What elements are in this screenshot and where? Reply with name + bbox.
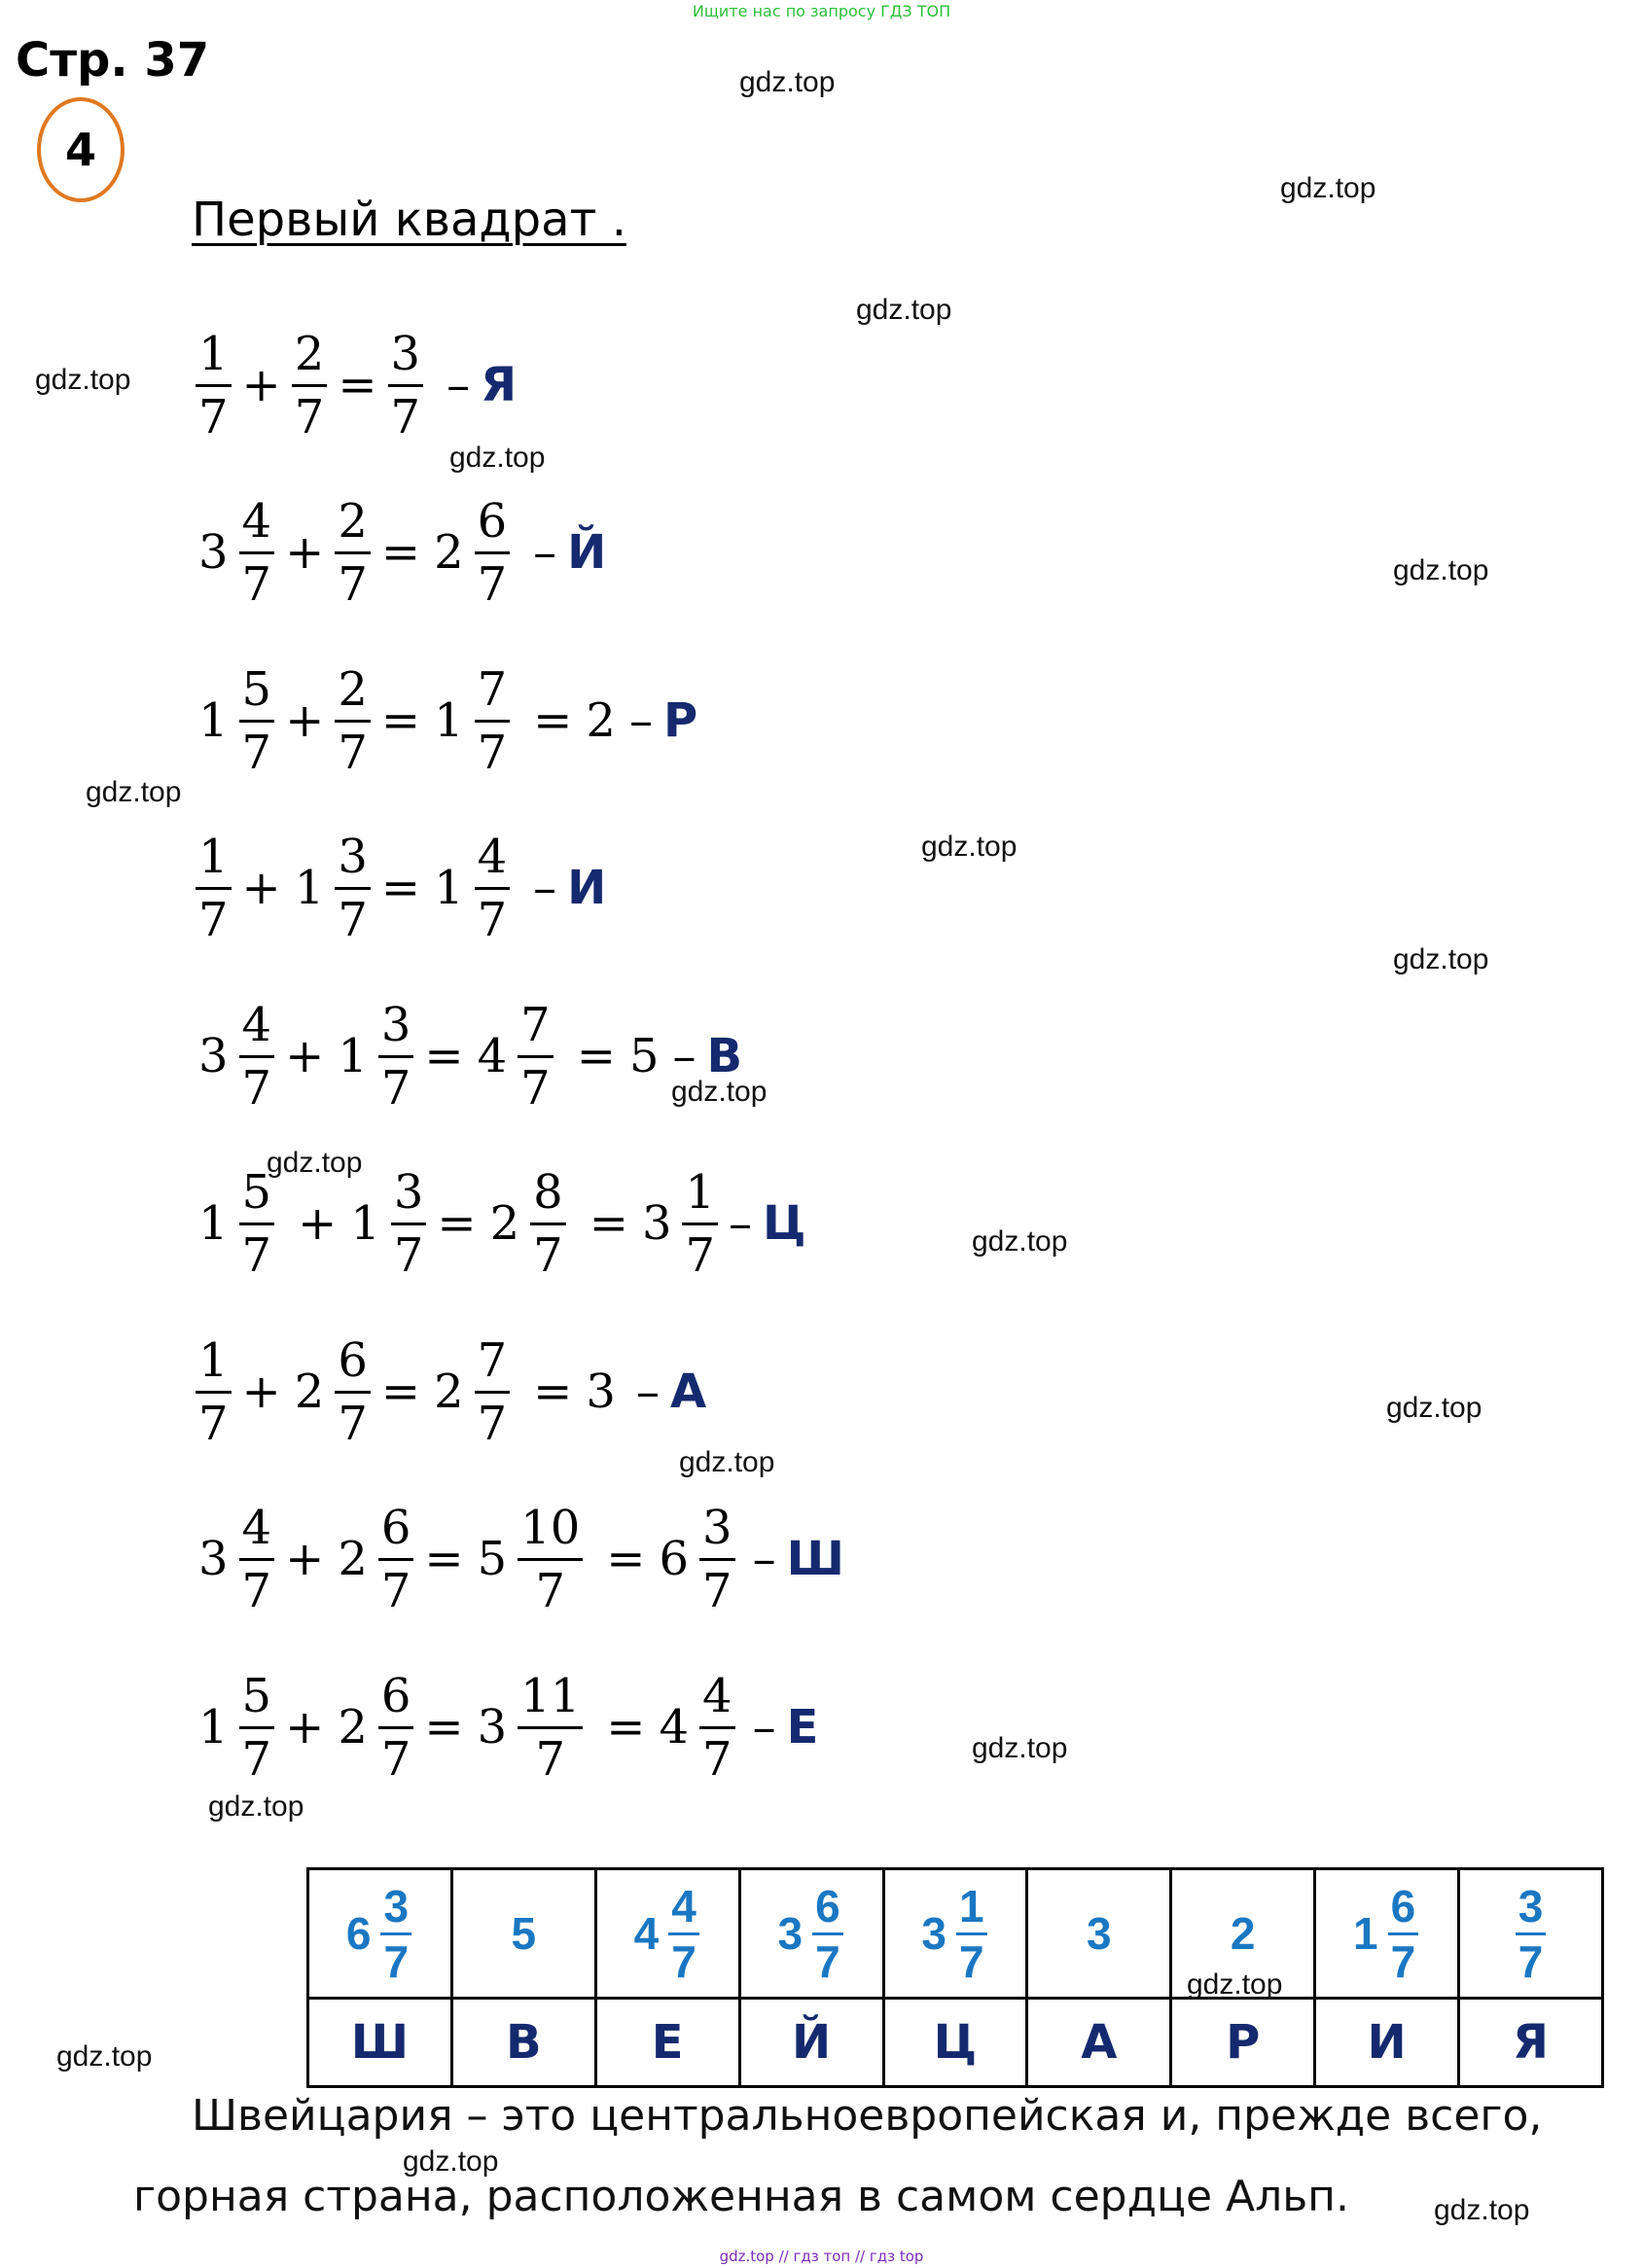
watermark: gdz.top	[972, 1225, 1068, 1258]
value-cell: 4 $\frac{4}{7}$	[595, 1869, 739, 1999]
top-banner: Ищите нас по запросу ГДЗ ТОП	[692, 2, 951, 20]
watermark: gdz.top	[86, 776, 182, 808]
equation-8	[192, 1500, 844, 1618]
watermark: gdz.top	[739, 66, 836, 98]
equation-4	[192, 829, 607, 947]
equals-sign: =	[606, 1532, 646, 1586]
fraction: $\frac{3}{7}$	[331, 833, 375, 943]
fraction: $\frac{11}{7}$	[514, 1673, 587, 1783]
section-heading: Первый квадрат .	[192, 193, 626, 247]
plus-sign: +	[285, 1029, 325, 1083]
plus-sign: +	[241, 358, 281, 412]
equals-sign: =	[606, 1700, 646, 1754]
watermark: gdz.top	[449, 442, 546, 474]
answer-letter: Ц	[763, 1196, 806, 1251]
result-number: 5	[628, 1029, 660, 1083]
whole-number: 1	[198, 1700, 229, 1754]
letter-cell: Р	[1171, 1999, 1315, 2087]
equals-sign: =	[437, 1196, 477, 1251]
fraction: $\frac{8}{7}$	[526, 1169, 570, 1279]
whole-number: 1	[434, 861, 464, 915]
page-title: Стр. 37	[16, 33, 210, 88]
equals-sign: =	[380, 1364, 421, 1419]
whole-number: 2	[294, 1364, 325, 1419]
watermark: gdz.top	[972, 1732, 1068, 1764]
letter-cell: Ц	[883, 1999, 1027, 2087]
answer-letter: Й	[567, 525, 607, 580]
fraction: $\frac{6}{7}$	[375, 1505, 418, 1614]
equals-sign: =	[424, 1532, 464, 1586]
letter-cell: А	[1027, 1999, 1171, 2087]
equals-sign: =	[424, 1029, 464, 1083]
whole-number: 3	[198, 525, 229, 580]
watermark: gdz.top	[679, 1446, 775, 1478]
whole-number: 1	[294, 861, 325, 915]
letters-row	[308, 1999, 1603, 2087]
dash: –	[446, 358, 471, 412]
watermark: gdz.top	[1393, 554, 1489, 586]
plus-sign: +	[285, 693, 325, 748]
watermark: gdz.top	[267, 1147, 363, 1179]
paragraph-line-1: Швейцария – это центральноевропейская и, прежде всего,	[192, 2091, 1543, 2141]
letter-cell: И	[1315, 1999, 1459, 2087]
fraction: $\frac{5}{7}$	[235, 666, 279, 776]
fraction: $\frac{3}{7}$	[387, 1169, 431, 1279]
whole-number: 2	[338, 1532, 368, 1586]
plus-sign: +	[285, 1532, 325, 1586]
watermark: gdz.top	[1393, 943, 1489, 975]
watermark: gdz.top	[208, 1790, 304, 1823]
fraction: $\frac{6}{7}$	[375, 1673, 418, 1783]
answer-letter: Я	[481, 358, 518, 412]
watermark: gdz.top	[35, 364, 131, 396]
answer-letter: Ш	[786, 1532, 844, 1586]
plus-sign: +	[285, 1700, 325, 1754]
watermark: gdz.top	[856, 294, 952, 326]
fraction: $\frac{1}{7}$	[192, 331, 235, 441]
fraction: $\frac{4}{7}$	[235, 1002, 279, 1112]
whole-number: 2	[434, 1364, 464, 1419]
equation-9	[192, 1668, 819, 1787]
fraction: $\frac{4}{7}$	[235, 498, 279, 608]
answer-letter: А	[669, 1364, 707, 1419]
letter-cell: Ш	[308, 1999, 452, 2087]
value-cell: 1 $\frac{6}{7}$	[1315, 1869, 1459, 1999]
dash: –	[533, 525, 557, 580]
letter-cell: Е	[595, 1999, 739, 2087]
equation-5	[192, 997, 743, 1116]
whole-number: 3	[198, 1029, 229, 1083]
plus-sign: +	[285, 525, 325, 580]
fraction: $\frac{3}{7}$	[696, 1505, 739, 1614]
plus-sign: +	[241, 861, 281, 915]
whole-number: 5	[477, 1532, 508, 1586]
fraction: $\frac{5}{7}$	[235, 1673, 279, 1783]
watermark: gdz.top	[56, 2040, 153, 2073]
equation-6	[192, 1164, 806, 1283]
equals-sign: =	[380, 861, 421, 915]
value-cell: 6 $\frac{3}{7}$	[308, 1869, 452, 1999]
fraction: $\frac{2}{7}$	[331, 498, 375, 608]
dash: –	[533, 861, 557, 915]
equals-sign: =	[576, 1029, 616, 1083]
watermark: gdz.top	[1434, 2194, 1530, 2226]
equals-sign: =	[380, 693, 421, 748]
equation-2	[192, 493, 607, 612]
whole-number: 3	[198, 1532, 229, 1586]
whole-number: 2	[489, 1196, 520, 1251]
fraction: $\frac{6}{7}$	[331, 1337, 375, 1447]
fraction: $\frac{3}{7}$	[375, 1002, 418, 1112]
value-cell: 3 $\frac{6}{7}$	[739, 1869, 883, 1999]
watermark: gdz.top	[403, 2145, 499, 2178]
whole-number: 6	[659, 1532, 690, 1586]
fraction: $\frac{7}{7}$	[514, 1002, 557, 1112]
whole-number: 1	[434, 693, 464, 748]
fraction: $\frac{4}{7}$	[696, 1673, 739, 1783]
whole-number: 1	[338, 1029, 368, 1083]
plus-sign: +	[298, 1196, 338, 1251]
fraction: $\frac{4}{7}$	[235, 1505, 279, 1614]
value-cell: 5	[451, 1869, 595, 1999]
answer-letter: Е	[786, 1700, 819, 1754]
exercise-number-text: 4	[64, 124, 96, 176]
whole-number: 1	[198, 693, 229, 748]
plus-sign: +	[241, 1364, 281, 1419]
equation-1	[192, 326, 518, 444]
fraction: $\frac{4}{7}$	[471, 833, 515, 943]
watermark: gdz.top	[1187, 1968, 1283, 2001]
whole-number: 3	[641, 1196, 672, 1251]
whole-number: 2	[338, 1700, 368, 1754]
answer-letter: В	[706, 1029, 743, 1083]
whole-number: 1	[198, 1196, 229, 1251]
exercise-number	[37, 97, 125, 202]
footer-links: gdz.top // гдз топ // гдз top	[719, 2248, 924, 2265]
fraction: $\frac{5}{7}$	[235, 1169, 279, 1279]
fraction: $\frac{7}{7}$	[471, 1337, 515, 1447]
value-cell: 2	[1171, 1869, 1315, 1999]
value-cell: 3	[1027, 1869, 1171, 1999]
value-cell: 3 $\frac{1}{7}$	[883, 1869, 1027, 1999]
equals-sign: =	[380, 525, 421, 580]
dash: –	[729, 1196, 753, 1251]
equals-sign: =	[338, 358, 377, 412]
fraction: $\frac{6}{7}$	[471, 498, 515, 608]
fraction: $\frac{1}{7}$	[678, 1169, 722, 1279]
watermark: gdz.top	[1386, 1392, 1482, 1424]
whole-number: 4	[477, 1029, 508, 1083]
equals-sign: =	[424, 1700, 464, 1754]
dash: –	[628, 693, 653, 748]
equation-3	[192, 661, 698, 780]
paragraph-line-2: горная страна, расположенная в самом сердце Альп.	[133, 2172, 1349, 2221]
fraction: $\frac{1}{7}$	[192, 833, 235, 943]
equals-sign: =	[589, 1196, 628, 1251]
fraction: $\frac{3}{7}$	[384, 331, 428, 441]
equals-sign: =	[533, 693, 573, 748]
letter-cell: Й	[739, 1999, 883, 2087]
dash: –	[752, 1700, 776, 1754]
watermark: gdz.top	[1280, 172, 1376, 204]
dash: –	[752, 1532, 776, 1586]
whole-number: 1	[350, 1196, 380, 1251]
whole-number: 3	[477, 1700, 508, 1754]
answer-table	[306, 1867, 1604, 2088]
equals-sign: =	[533, 1364, 573, 1419]
fraction: $\frac{2}{7}$	[288, 331, 332, 441]
whole-number: 4	[659, 1700, 690, 1754]
letter-cell: В	[451, 1999, 595, 2087]
watermark: gdz.top	[671, 1076, 768, 1108]
result-number: 2	[586, 693, 616, 748]
dash: –	[635, 1364, 660, 1419]
values-row	[308, 1869, 1603, 1999]
whole-number: 2	[434, 525, 464, 580]
dash: –	[672, 1029, 696, 1083]
value-cell: $\frac{3}{7}$	[1459, 1869, 1603, 1999]
fraction: $\frac{1}{7}$	[192, 1337, 235, 1447]
answer-letter: И	[567, 861, 607, 915]
result-number: 3	[586, 1364, 616, 1419]
fraction: $\frac{10}{7}$	[514, 1505, 587, 1614]
letter-cell: Я	[1459, 1999, 1603, 2087]
fraction: $\frac{2}{7}$	[331, 666, 375, 776]
answer-letter: Р	[662, 693, 698, 748]
watermark: gdz.top	[921, 831, 1018, 863]
equation-7	[192, 1332, 707, 1451]
fraction: $\frac{7}{7}$	[471, 666, 515, 776]
